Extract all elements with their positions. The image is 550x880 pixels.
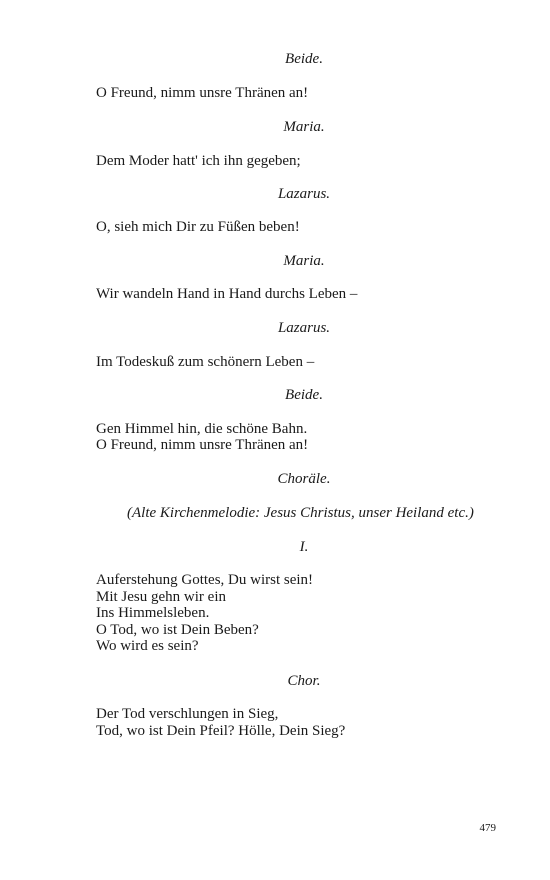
verse-line: O, sieh mich Dir zu Füßen beben!: [96, 219, 300, 235]
verse-line: Der Tod verschlungen in Sieg,: [96, 706, 279, 722]
verse-line: O Tod, wo ist Dein Beben?: [96, 622, 259, 638]
page-number: 479: [479, 822, 496, 834]
verse-line: Wir wandeln Hand in Hand durchs Leben –: [96, 286, 358, 302]
speaker-heading: Beide.: [285, 51, 323, 67]
verse-line: O Freund, nimm unsre Thränen an!: [96, 85, 309, 101]
verse-line: Ins Himmelsleben.: [96, 605, 210, 621]
speaker-heading: Maria.: [283, 119, 325, 135]
section-heading: Choräle.: [277, 471, 331, 487]
speaker-heading: Beide.: [285, 387, 323, 403]
verse-line: Im Todeskuß zum schönern Leben –: [96, 354, 315, 370]
stage-direction: (Alte Kirchenmelodie: Jesus Christus, unser Heiland etc.): [127, 505, 474, 521]
verse-line: O Freund, nimm unsre Thränen an!: [96, 437, 309, 453]
speaker-heading: Chor.: [287, 673, 321, 689]
verse-line: Tod, wo ist Dein Pfeil? Hölle, Dein Sieg?: [96, 723, 346, 739]
speaker-heading: Maria.: [283, 253, 325, 269]
speaker-heading: Lazarus.: [277, 320, 331, 336]
chorale-number: I.: [299, 539, 309, 555]
speaker-heading: Lazarus.: [277, 186, 331, 202]
verse-line: Gen Himmel hin, die schöne Bahn.: [96, 421, 308, 437]
verse-line: Auferstehung Gottes, Du wirst sein!: [96, 572, 314, 588]
verse-line: Dem Moder hatt' ich ihn gegeben;: [96, 153, 301, 169]
verse-line: Wo wird es sein?: [96, 638, 199, 654]
verse-line: Mit Jesu gehn wir ein: [96, 589, 226, 605]
